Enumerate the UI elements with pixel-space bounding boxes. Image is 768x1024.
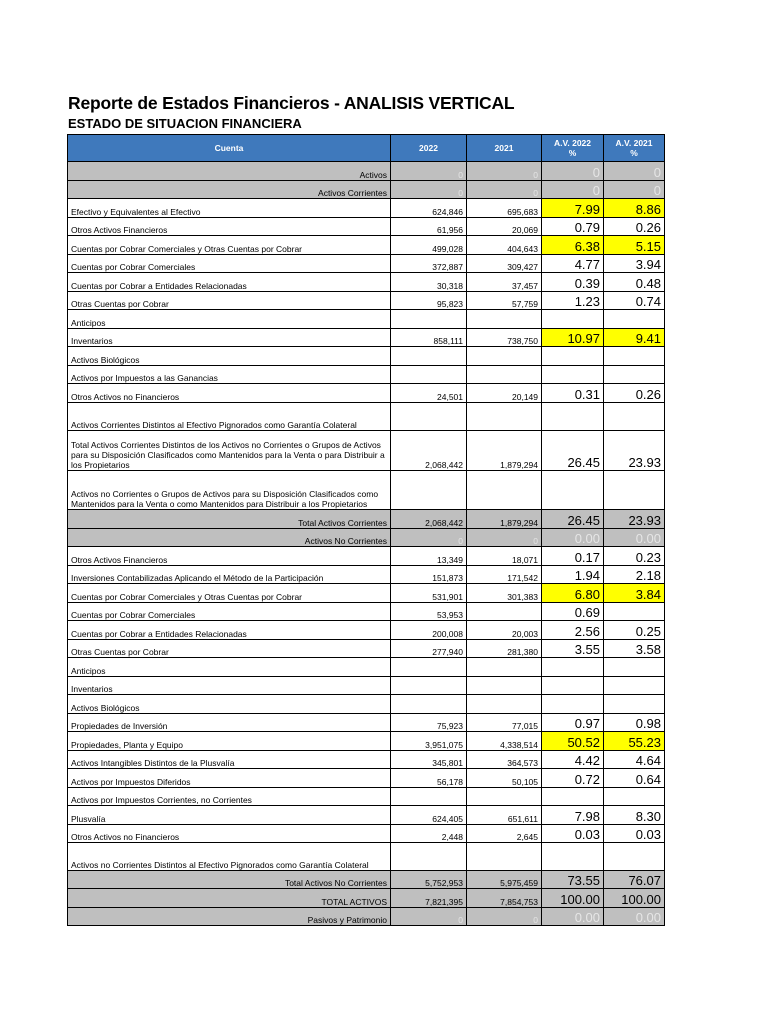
value-2021-cell: 18,071	[467, 547, 542, 566]
value-2022-cell	[391, 843, 467, 871]
account-cell: Activos no Corrientes o Grupos de Activos para su Disposición Clasificados como Mantenidos para la Venta o como Mantenidos para Distribuir a los Propietarios	[68, 471, 391, 510]
av-2021-cell: 0.03	[604, 825, 665, 843]
account-cell: Plusvalía	[68, 806, 391, 825]
table-row	[68, 714, 665, 732]
av-2022-cell: 0.69	[542, 603, 604, 621]
av-2022-cell: 26.45	[542, 431, 604, 471]
table-row	[68, 218, 665, 236]
account-cell: Activos por Impuestos Diferidos	[68, 769, 391, 788]
av-2022-cell: 2.56	[542, 621, 604, 640]
account-cell: Activos No Corrientes	[68, 529, 391, 547]
table-row	[68, 547, 665, 566]
value-2021-cell: 37,457	[467, 273, 542, 292]
account-cell: Total Activos Corrientes Distintos de los Activos no Corrientes o Grupos de Activos para su Disposición Clasificados como Mantenidos para la Venta o para Distribuir a los Propietarios	[68, 431, 391, 471]
table-row	[68, 255, 665, 273]
value-2022-cell: 24,501	[391, 384, 467, 403]
value-2022-cell	[391, 471, 467, 510]
account-cell: Pasivos y Patrimonio	[68, 908, 391, 926]
table-row	[68, 658, 665, 677]
value-2022-cell: 2,448	[391, 825, 467, 843]
table-section-row	[68, 162, 665, 181]
av-2021-cell	[604, 366, 665, 384]
av-2022-cell: 0	[542, 181, 604, 199]
av-2021-cell	[604, 403, 665, 431]
account-cell: TOTAL ACTIVOS	[68, 889, 391, 908]
value-2022-cell: 3,951,075	[391, 732, 467, 751]
av-2021-cell: 5.15	[604, 236, 665, 255]
value-2021-cell: 738,750	[467, 329, 542, 347]
av-2021-cell: 76.07	[604, 871, 665, 889]
value-2022-cell: 75,923	[391, 714, 467, 732]
value-2022-cell: 200,008	[391, 621, 467, 640]
table-row	[68, 431, 665, 471]
av-2022-cell: 6.80	[542, 584, 604, 603]
value-2022-cell: 151,873	[391, 566, 467, 584]
value-2021-cell: 171,542	[467, 566, 542, 584]
av-2022-cell: 7.99	[542, 199, 604, 218]
report-title: Reporte de Estados Financieros - ANALISIS VERTICAL	[68, 93, 515, 113]
av-2022-cell	[542, 788, 604, 806]
value-2022-cell: 13,349	[391, 547, 467, 566]
av-2022-cell	[542, 677, 604, 695]
value-2022-cell: 2,068,442	[391, 510, 467, 529]
av-2022-cell: 0.31	[542, 384, 604, 403]
value-2021-cell	[467, 603, 542, 621]
value-2022-cell: 95,823	[391, 292, 467, 310]
av-2022-cell: 6.38	[542, 236, 604, 255]
value-2021-cell: 57,759	[467, 292, 542, 310]
table-row	[68, 621, 665, 640]
av-2022-cell: 0.00	[542, 908, 604, 926]
value-2022-cell: 345,801	[391, 751, 467, 769]
value-2022-cell	[391, 658, 467, 677]
table-row	[68, 292, 665, 310]
value-2022-cell: 0	[391, 181, 467, 199]
value-2022-cell: 53,953	[391, 603, 467, 621]
value-2021-cell: 2,645	[467, 825, 542, 843]
av-2022-cell: 4.77	[542, 255, 604, 273]
account-cell: Cuentas por Cobrar Comerciales	[68, 255, 391, 273]
value-2021-cell: 0	[467, 529, 542, 547]
column-header-av-2021-line2: %	[630, 148, 638, 158]
av-2021-cell: 8.86	[604, 199, 665, 218]
av-2021-cell: 0.00	[604, 529, 665, 547]
av-2021-cell	[604, 347, 665, 366]
av-2021-cell: 0.64	[604, 769, 665, 788]
account-cell: Otras Cuentas por Cobrar	[68, 640, 391, 658]
value-2022-cell	[391, 347, 467, 366]
column-header-av-2021-line1: A.V. 2021	[615, 138, 653, 148]
account-cell: Inventarios	[68, 677, 391, 695]
table-row	[68, 806, 665, 825]
av-2021-cell: 0.26	[604, 218, 665, 236]
account-cell: Activos Biológicos	[68, 347, 391, 366]
av-2021-cell: 0.48	[604, 273, 665, 292]
table-row	[68, 403, 665, 431]
av-2021-cell	[604, 843, 665, 871]
table-section-row	[68, 871, 665, 889]
table-row	[68, 584, 665, 603]
value-2021-cell: 301,383	[467, 584, 542, 603]
value-2021-cell: 20,149	[467, 384, 542, 403]
account-cell: Otros Activos no Financieros	[68, 384, 391, 403]
value-2022-cell: 624,846	[391, 199, 467, 218]
table-row	[68, 695, 665, 714]
value-2022-cell: 7,821,395	[391, 889, 467, 908]
account-cell: Otros Activos Financieros	[68, 547, 391, 566]
table-body	[68, 162, 665, 926]
av-2022-cell: 10.97	[542, 329, 604, 347]
av-2021-cell	[604, 788, 665, 806]
value-2021-cell: 281,380	[467, 640, 542, 658]
table-section-row	[68, 529, 665, 547]
account-cell: Inversiones Contabilizadas Aplicando el Método de la Participación	[68, 566, 391, 584]
value-2022-cell: 624,405	[391, 806, 467, 825]
account-cell: Otros Activos no Financieros	[68, 825, 391, 843]
av-2021-cell: 23.93	[604, 510, 665, 529]
av-2021-cell	[604, 677, 665, 695]
value-2021-cell: 309,427	[467, 255, 542, 273]
value-2022-cell	[391, 695, 467, 714]
value-2021-cell	[467, 695, 542, 714]
value-2022-cell: 2,068,442	[391, 431, 467, 471]
table-row	[68, 732, 665, 751]
value-2021-cell	[467, 471, 542, 510]
column-header-cuenta: Cuenta	[68, 135, 391, 162]
value-2021-cell: 77,015	[467, 714, 542, 732]
account-cell: Inventarios	[68, 329, 391, 347]
av-2021-cell: 3.84	[604, 584, 665, 603]
av-2021-cell: 3.58	[604, 640, 665, 658]
av-2021-cell	[604, 471, 665, 510]
av-2022-cell: 0.79	[542, 218, 604, 236]
value-2022-cell: 30,318	[391, 273, 467, 292]
value-2021-cell: 0	[467, 181, 542, 199]
value-2021-cell	[467, 788, 542, 806]
account-cell: Otros Activos Financieros	[68, 218, 391, 236]
table-row	[68, 236, 665, 255]
account-cell: Anticipos	[68, 658, 391, 677]
value-2022-cell	[391, 403, 467, 431]
av-2021-cell: 3.94	[604, 255, 665, 273]
table-row	[68, 384, 665, 403]
av-2022-cell	[542, 310, 604, 329]
av-2022-cell	[542, 471, 604, 510]
value-2021-cell	[467, 403, 542, 431]
value-2022-cell: 0	[391, 162, 467, 181]
value-2021-cell: 4,338,514	[467, 732, 542, 751]
av-2022-cell: 73.55	[542, 871, 604, 889]
account-cell: Activos Corrientes Distintos al Efectivo Pignorados como Garantía Colateral	[68, 403, 391, 431]
account-cell: Propiedades de Inversión	[68, 714, 391, 732]
value-2022-cell	[391, 677, 467, 695]
av-2022-cell: 0.00	[542, 529, 604, 547]
account-cell: Total Activos Corrientes	[68, 510, 391, 529]
value-2021-cell: 1,879,294	[467, 510, 542, 529]
av-2022-cell: 4.42	[542, 751, 604, 769]
av-2022-cell: 1.94	[542, 566, 604, 584]
table-row	[68, 366, 665, 384]
table-row	[68, 751, 665, 769]
value-2022-cell: 0	[391, 529, 467, 547]
account-cell: Activos	[68, 162, 391, 181]
table-row	[68, 273, 665, 292]
column-header-2022: 2022	[391, 135, 467, 162]
table-header-row	[68, 135, 665, 162]
account-cell: Activos por Impuestos a las Ganancias	[68, 366, 391, 384]
value-2022-cell: 277,940	[391, 640, 467, 658]
table-section-row	[68, 181, 665, 199]
av-2022-cell: 0.72	[542, 769, 604, 788]
av-2021-cell: 0.00	[604, 908, 665, 926]
account-cell: Efectivo y Equivalentes al Efectivo	[68, 199, 391, 218]
value-2022-cell	[391, 366, 467, 384]
financial-statement-table	[67, 134, 665, 926]
table-row	[68, 843, 665, 871]
report-subtitle: ESTADO DE SITUACION FINANCIERA	[68, 116, 302, 131]
av-2021-cell: 23.93	[604, 431, 665, 471]
table-row	[68, 310, 665, 329]
value-2021-cell: 0	[467, 162, 542, 181]
table-row	[68, 566, 665, 584]
value-2021-cell: 695,683	[467, 199, 542, 218]
av-2022-cell: 0.17	[542, 547, 604, 566]
value-2021-cell: 1,879,294	[467, 431, 542, 471]
av-2021-cell: 2.18	[604, 566, 665, 584]
av-2022-cell: 7.98	[542, 806, 604, 825]
table-section-row	[68, 908, 665, 926]
av-2021-cell: 0.26	[604, 384, 665, 403]
value-2022-cell	[391, 788, 467, 806]
value-2021-cell: 404,643	[467, 236, 542, 255]
account-cell: Activos Intangibles Distintos de la Plusvalía	[68, 751, 391, 769]
account-cell: Activos no Corrientes Distintos al Efectivo Pignorados como Garantía Colateral	[68, 843, 391, 871]
value-2021-cell	[467, 310, 542, 329]
account-cell: Anticipos	[68, 310, 391, 329]
av-2021-cell	[604, 603, 665, 621]
table-row	[68, 825, 665, 843]
account-cell: Total Activos No Corrientes	[68, 871, 391, 889]
account-cell: Activos Biológicos	[68, 695, 391, 714]
table-row	[68, 769, 665, 788]
value-2022-cell: 56,178	[391, 769, 467, 788]
av-2021-cell: 0	[604, 181, 665, 199]
av-2021-cell: 4.64	[604, 751, 665, 769]
value-2022-cell: 372,887	[391, 255, 467, 273]
av-2022-cell	[542, 658, 604, 677]
table-row	[68, 199, 665, 218]
account-cell: Activos por Impuestos Corrientes, no Corrientes	[68, 788, 391, 806]
av-2021-cell: 0.23	[604, 547, 665, 566]
value-2022-cell: 61,956	[391, 218, 467, 236]
account-cell: Cuentas por Cobrar Comerciales	[68, 603, 391, 621]
av-2022-cell: 1.23	[542, 292, 604, 310]
av-2021-cell: 0.98	[604, 714, 665, 732]
value-2021-cell: 5,975,459	[467, 871, 542, 889]
av-2022-cell: 0.97	[542, 714, 604, 732]
av-2021-cell: 9.41	[604, 329, 665, 347]
value-2021-cell	[467, 677, 542, 695]
value-2021-cell: 364,573	[467, 751, 542, 769]
account-cell: Cuentas por Cobrar Comerciales y Otras Cuentas por Cobrar	[68, 236, 391, 255]
av-2021-cell	[604, 310, 665, 329]
column-header-av-2022	[542, 135, 604, 162]
table-section-row	[68, 510, 665, 529]
av-2022-cell: 0.39	[542, 273, 604, 292]
value-2021-cell	[467, 366, 542, 384]
table-row	[68, 347, 665, 366]
value-2021-cell: 7,854,753	[467, 889, 542, 908]
av-2022-cell	[542, 843, 604, 871]
table-row	[68, 603, 665, 621]
value-2021-cell: 50,105	[467, 769, 542, 788]
column-header-av-2022-line1: A.V. 2022	[553, 138, 592, 148]
account-cell: Activos Corrientes	[68, 181, 391, 199]
av-2021-cell: 100.00	[604, 889, 665, 908]
table-row	[68, 471, 665, 510]
value-2021-cell: 0	[467, 908, 542, 926]
value-2021-cell: 651,611	[467, 806, 542, 825]
av-2021-cell: 55.23	[604, 732, 665, 751]
value-2021-cell	[467, 347, 542, 366]
table-row	[68, 640, 665, 658]
value-2021-cell: 20,069	[467, 218, 542, 236]
av-2022-cell: 26.45	[542, 510, 604, 529]
table-row	[68, 788, 665, 806]
av-2021-cell: 0.25	[604, 621, 665, 640]
account-cell: Cuentas por Cobrar Comerciales y Otras Cuentas por Cobrar	[68, 584, 391, 603]
av-2022-cell: 3.55	[542, 640, 604, 658]
value-2021-cell: 20,003	[467, 621, 542, 640]
value-2022-cell: 499,028	[391, 236, 467, 255]
account-cell: Cuentas por Cobrar a Entidades Relacionadas	[68, 621, 391, 640]
value-2022-cell: 858,111	[391, 329, 467, 347]
table-section-row	[68, 889, 665, 908]
value-2022-cell	[391, 310, 467, 329]
value-2022-cell: 531,901	[391, 584, 467, 603]
av-2022-cell	[542, 347, 604, 366]
av-2021-cell: 8.30	[604, 806, 665, 825]
av-2021-cell	[604, 658, 665, 677]
value-2022-cell: 5,752,953	[391, 871, 467, 889]
table-row	[68, 677, 665, 695]
av-2021-cell: 0	[604, 162, 665, 181]
av-2022-cell	[542, 366, 604, 384]
value-2021-cell	[467, 658, 542, 677]
column-header-2021: 2021	[467, 135, 542, 162]
account-cell: Cuentas por Cobrar a Entidades Relacionadas	[68, 273, 391, 292]
av-2021-cell: 0.74	[604, 292, 665, 310]
value-2021-cell	[467, 843, 542, 871]
column-header-av-2021	[604, 135, 665, 162]
av-2022-cell	[542, 695, 604, 714]
av-2022-cell: 100.00	[542, 889, 604, 908]
av-2022-cell: 0	[542, 162, 604, 181]
table-row	[68, 329, 665, 347]
av-2022-cell	[542, 403, 604, 431]
value-2022-cell: 0	[391, 908, 467, 926]
column-header-av-2022-line2: %	[568, 148, 577, 158]
av-2021-cell	[604, 695, 665, 714]
account-cell: Propiedades, Planta y Equipo	[68, 732, 391, 751]
av-2022-cell: 50.52	[542, 732, 604, 751]
av-2022-cell: 0.03	[542, 825, 604, 843]
account-cell: Otras Cuentas por Cobrar	[68, 292, 391, 310]
